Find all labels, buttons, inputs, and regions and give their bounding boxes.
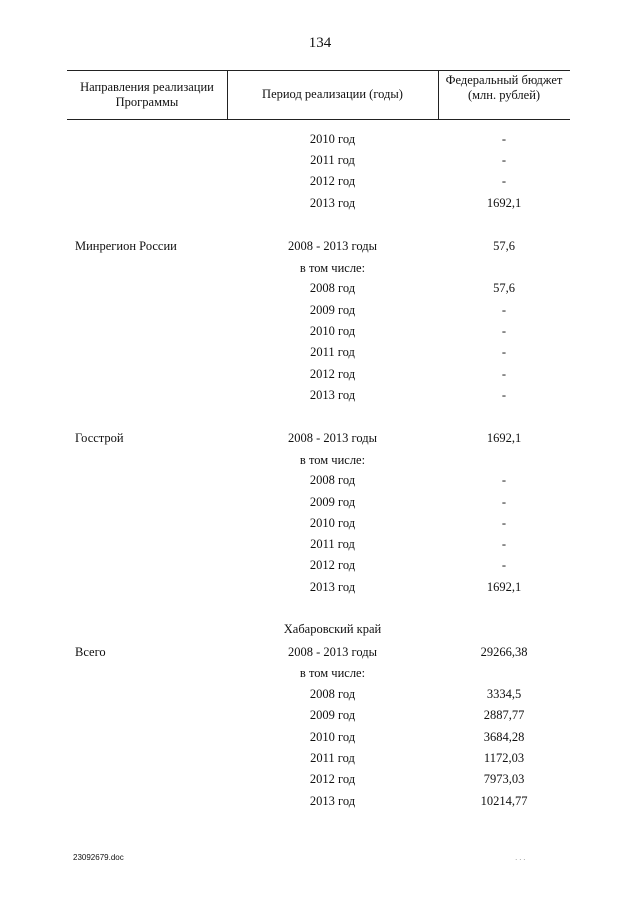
- cell-amount: -: [501, 558, 507, 572]
- cell-period: 2012 год: [309, 174, 356, 188]
- cell-direction: Госстрой: [75, 431, 124, 445]
- cell-direction: Минрегион России: [75, 239, 177, 253]
- table-row: [0, 665, 640, 681]
- table-row: [0, 686, 640, 702]
- cell-amount: -: [501, 473, 507, 487]
- cell-period: 2008 - 2013 годы: [287, 239, 377, 253]
- cell-amount: -: [501, 324, 507, 338]
- table-row: [0, 344, 640, 360]
- table-row: [0, 238, 640, 254]
- cell-period: 2008 год: [309, 281, 356, 295]
- cell-period: 2013 год: [309, 388, 356, 402]
- cell-amount: 7973,03: [483, 772, 525, 786]
- table-row: [0, 280, 640, 296]
- cell-period: в том числе:: [299, 453, 366, 467]
- page-number: 134: [308, 35, 332, 51]
- table-row: [0, 557, 640, 573]
- cell-period: 2009 год: [309, 708, 356, 722]
- cell-amount: 29266,38: [480, 645, 528, 659]
- cell-period: 2013 год: [309, 794, 356, 808]
- table-row: [0, 152, 640, 168]
- cell-amount: -: [501, 388, 507, 402]
- table-row: [0, 387, 640, 403]
- cell-period: 2011 год: [310, 751, 355, 765]
- header-direction: Направления реализации Программы: [80, 80, 214, 109]
- table-row: [0, 173, 640, 189]
- table-row: [0, 494, 640, 510]
- cell-period: в том числе:: [299, 261, 366, 275]
- header-bottom-rule: [67, 119, 570, 120]
- cell-amount: 57,6: [493, 281, 515, 295]
- cell-period: 2012 год: [309, 772, 356, 786]
- cell-amount: -: [501, 537, 507, 551]
- table-row: [0, 750, 640, 766]
- table-row: [0, 729, 640, 745]
- cell-amount: 3334,5: [486, 687, 522, 701]
- cell-period: 2011 год: [310, 537, 355, 551]
- cell-amount: -: [501, 495, 507, 509]
- cell-period: 2013 год: [309, 196, 356, 210]
- cell-amount: 1692,1: [486, 580, 522, 594]
- table-row: [0, 366, 640, 382]
- cell-period: 2008 год: [309, 473, 356, 487]
- region-heading: Хабаровский край: [283, 622, 382, 636]
- header-budget: Федеральный бюджет (млн. рублей): [445, 73, 563, 102]
- table-row: [0, 302, 640, 318]
- header-period: Период реализации (годы): [262, 87, 403, 101]
- cell-amount: -: [501, 153, 507, 167]
- header-top-rule: [67, 70, 570, 71]
- table-row: [0, 707, 640, 723]
- cell-amount: -: [501, 367, 507, 381]
- table-row: [0, 515, 640, 531]
- cell-period: 2013 год: [309, 580, 356, 594]
- cell-period: 2009 год: [309, 495, 356, 509]
- cell-period: 2012 год: [309, 367, 356, 381]
- cell-amount: 10214,77: [480, 794, 528, 808]
- cell-amount: 1692,1: [486, 196, 522, 210]
- table-row: [0, 323, 640, 339]
- table-row: [0, 793, 640, 809]
- cell-amount: -: [501, 345, 507, 359]
- cell-amount: -: [501, 516, 507, 530]
- cell-period: 2008 - 2013 годы: [287, 431, 377, 445]
- cell-period: в том числе:: [299, 666, 366, 680]
- cell-period: 2010 год: [309, 730, 356, 744]
- cell-direction: Всего: [75, 645, 106, 659]
- table-row: [0, 472, 640, 488]
- cell-period: 2010 год: [309, 324, 356, 338]
- table-row: [0, 131, 640, 147]
- cell-amount: 57,6: [493, 239, 515, 253]
- cell-amount: -: [501, 132, 507, 146]
- cell-period: 2010 год: [309, 132, 356, 146]
- table-row: [0, 430, 640, 446]
- footer-mark: · · ·: [515, 856, 526, 864]
- table-row: [0, 771, 640, 787]
- table-row: [0, 195, 640, 211]
- table-row: [0, 644, 640, 660]
- cell-period: 2011 год: [310, 345, 355, 359]
- table-row: [0, 260, 640, 276]
- cell-period: 2012 год: [309, 558, 356, 572]
- cell-amount: 2887,77: [483, 708, 525, 722]
- table-row: [0, 452, 640, 468]
- cell-period: 2010 год: [309, 516, 356, 530]
- cell-period: 2008 - 2013 годы: [287, 645, 377, 659]
- table-row: [0, 536, 640, 552]
- cell-period: 2009 год: [309, 303, 356, 317]
- cell-amount: 1172,03: [483, 751, 525, 765]
- cell-amount: 1692,1: [486, 431, 522, 445]
- cell-period: 2011 год: [310, 153, 355, 167]
- cell-period: 2008 год: [309, 687, 356, 701]
- cell-amount: 3684,28: [483, 730, 525, 744]
- table-row: [0, 579, 640, 595]
- cell-amount: -: [501, 303, 507, 317]
- footer-file-name: 23092679.doc: [73, 853, 124, 862]
- cell-amount: -: [501, 174, 507, 188]
